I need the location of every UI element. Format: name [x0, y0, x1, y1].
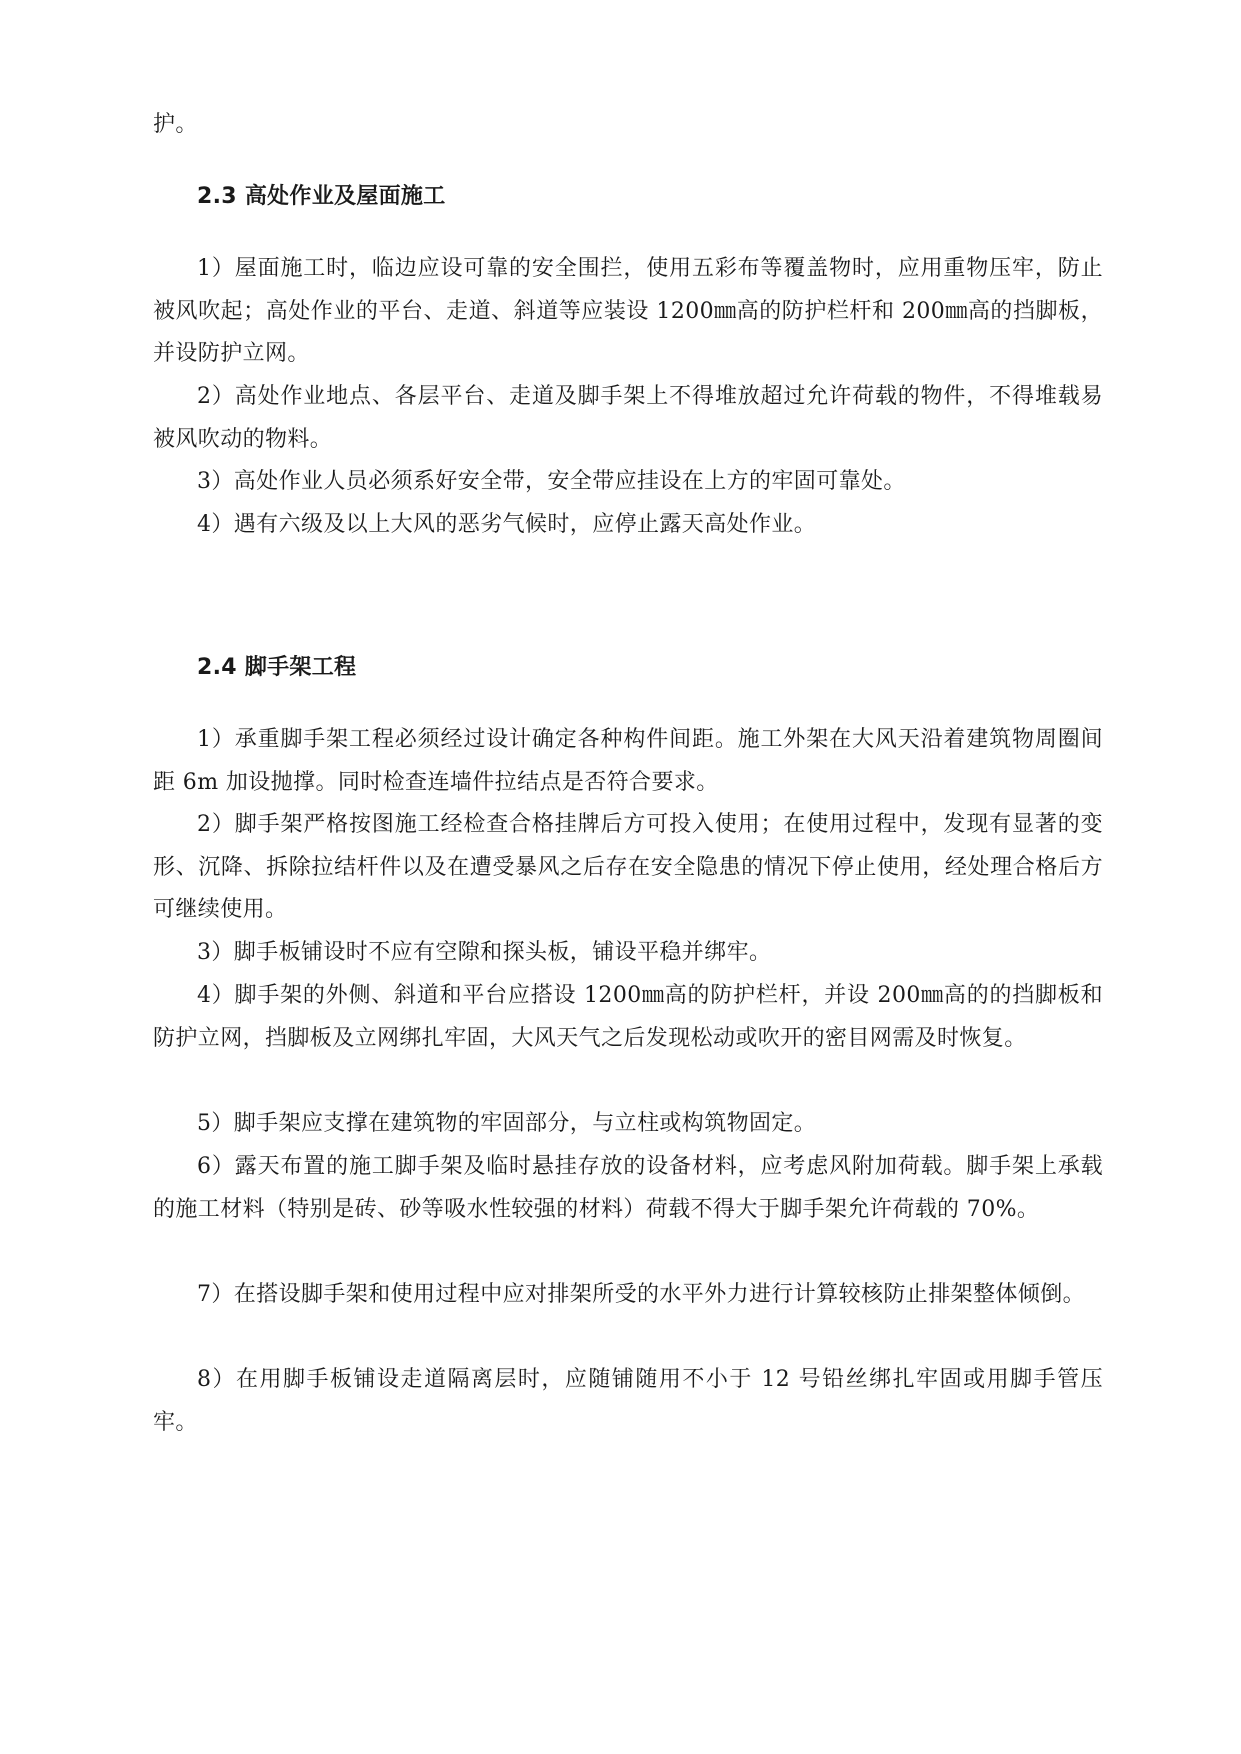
section-2-4-item-6: 6）露天布置的施工脚手架及临时悬挂存放的设备材料，应考虑风附加荷载。脚手架上承载的施工材料（特别是砖、砂等吸水性较强的材料）荷载不得大于脚手架允许荷载的 70%。: [153, 1154, 1103, 1222]
section-2-3-item-2: 2）高处作业地点、各层平台、走道及脚手架上不得堆放超过允许荷载的物件，不得堆载易被风吹动的物料。: [153, 384, 1103, 452]
section-heading-2-3: 2.3 高处作业及屋面施工: [197, 184, 446, 209]
section-2-4-item-3: 3）脚手板铺设时不应有空隙和探头板，铺设平稳并绑牢。: [197, 940, 772, 965]
section-2-3-item-3: 3）高处作业人员必须系好安全带，安全带应挂设在上方的牢固可靠处。: [197, 469, 906, 494]
section-2-4-item-7: 7）在搭设脚手架和使用过程中应对排架所受的水平外力进行计算较核防止排架整体倾倒。: [197, 1282, 1085, 1307]
section-2-3-item-4: 4）遇有六级及以上大风的恶劣气候时，应停止露天高处作业。: [197, 512, 817, 537]
continuation-text: 护。: [153, 112, 198, 137]
section-2-4-item-8: 8）在用脚手板铺设走道隔离层时，应随铺随用不小于 12 号铅丝绑扎牢固或用脚手管压牢。: [153, 1367, 1103, 1435]
section-2-4-item-5: 5）脚手架应支撑在建筑物的牢固部分，与立柱或构筑物固定。: [197, 1111, 817, 1136]
section-2-4-item-1: 1）承重脚手架工程必须经过设计确定各种构件间距。施工外架在大风天沿着建筑物周圈间距 6m 加设抛撑。同时检查连墙件拉结点是否符合要求。: [153, 727, 1103, 795]
section-2-4-item-4: 4）脚手架的外侧、斜道和平台应搭设 1200㎜高的防护栏杆，并设 200㎜高的的挡脚板和防护立网，挡脚板及立网绑扎牢固，大风天气之后发现松动或吹开的密目网需及时恢复。: [153, 983, 1103, 1051]
section-2-3-item-1: 1）屋面施工时，临边应设可靠的安全围拦，使用五彩布等覆盖物时，应用重物压牢，防止被风吹起；高处作业的平台、走道、斜道等应装设 1200㎜高的防护栏杆和 200㎜高的挡脚板，并设防护立网。: [153, 256, 1103, 366]
section-heading-2-4: 2.4 脚手架工程: [197, 655, 357, 680]
section-2-4-item-2: 2）脚手架严格按图施工经检查合格挂牌后方可投入使用；在使用过程中，发现有显著的变形、沉降、拆除拉结杆件以及在遭受暴风之后存在安全隐患的情况下停止使用，经处理合格后方可继续使用。: [153, 812, 1103, 922]
